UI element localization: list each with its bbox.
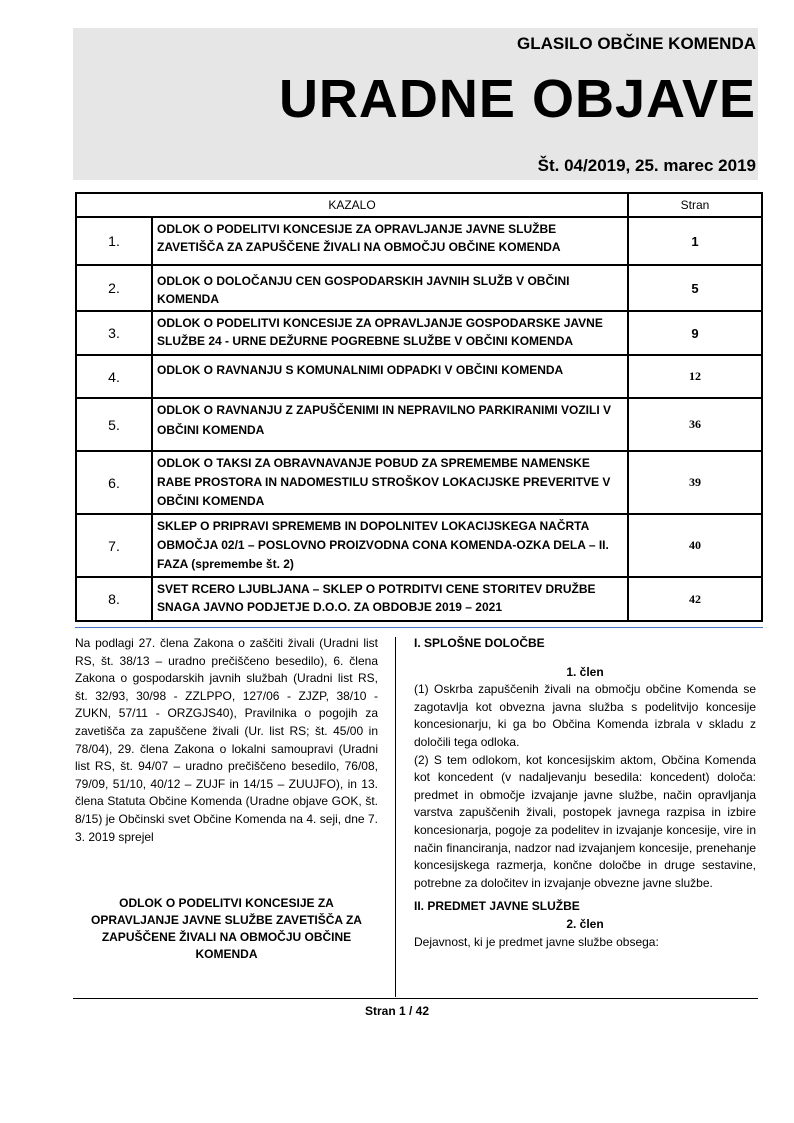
toc-row[interactable]	[76, 217, 762, 265]
toc-header-title: KAZALO	[76, 193, 628, 217]
toc-row-title[interactable]: ODLOK O PODELITVI KONCESIJE ZA OPRAVLJANJE JAVNE SLUŽBE ZAVETIŠČA ZA ZAPUŠČENE ŽIVALI NA OBMOČJU OBČINE KOMENDA	[152, 217, 628, 265]
preamble-text: Na podlagi 27. člena Zakona o zaščiti živali (Uradni list RS, št. 38/13 – uradno prečiščeno besedilo), 6. člena Zakona o gospodarskih javnih službah (Uradni list RS, št. 32/93, 30/98 - ZZLPPO, 127/06 - ZJZP, 38/10 - ZUKN, 57/11 - ORZGJS40), Pravilnika o pogojih za zavetišča za zapuščene živali (Ur. list RS; št. 45/00 in 78/04), 29. člena Zakona o lokalni samoupravi (Uradni list RS, št. 94/07 – uradno prečiščeno besedilo, 76/08, 79/09, 51/10, 40/12 – ZUJF in 14/15 – ZUUJFO), in 13. člena Statuta Občine Komenda (Uradne objave GOK, št. 8/15) je Občinski svet Občine Komenda na 4. seji, dne 7. 3. 2019 sprejel	[75, 636, 378, 844]
toc-row-page[interactable]: 5	[628, 265, 762, 311]
toc-header-row	[76, 193, 762, 217]
toc-row-title[interactable]: ODLOK O DOLOČANJU CEN GOSPODARSKIH JAVNIH SLUŽB V OBČINI KOMENDA	[152, 265, 628, 311]
toc-row-number: 4.	[76, 355, 152, 398]
toc-header-page: Stran	[628, 193, 762, 217]
toc-row-page[interactable]: 39	[628, 451, 762, 514]
toc-row[interactable]	[76, 577, 762, 621]
article-1-paragraph-1: (1) Oskrba zapuščenih živali na območju občine Komenda se zagotavlja kot obvezna javna služba s podelitvijo koncesije koncesionarju, ki ga bo Občina Komenda izbrala v skladu z določili tega odloka.	[414, 682, 756, 749]
toc-row-page[interactable]: 40	[628, 514, 762, 577]
toc-row-title[interactable]: ODLOK O RAVNANJU S KOMUNALNIMI ODPADKI V OBČINI KOMENDA	[152, 355, 628, 398]
toc-row-number: 8.	[76, 577, 152, 621]
toc-row-number: 5.	[76, 398, 152, 451]
left-column	[75, 635, 378, 963]
article-1-paragraph-2: (2) S tem odlokom, kot koncesijskim aktom, Občina Komenda kot koncedent (v nadaljevanju besedila: koncedent) določa: predmet in območje izvajanje javne službe, način opravljanja varstva zapuščenih živali, postopek javnega razpisa in izbire koncesionarja, pogoje za podelitev in izvajanje koncesije, vire in način financiranja, nadzor nad izvajanjem koncesije, prenehanje koncesijskega razmerja, končne določbe in druge sestavine, potrebne za določitev in izvajanje obvezne javne službe.	[414, 752, 756, 890]
toc-row-number: 7.	[76, 514, 152, 577]
toc-row-page[interactable]: 42	[628, 577, 762, 621]
section-heading-subject: II. PREDMET JAVNE SLUŽBE	[414, 899, 580, 914]
article-2-paragraph-1: Dejavnost, ki je predmet javne službe obsega:	[414, 934, 659, 949]
column-divider	[395, 637, 396, 997]
toc-row-title[interactable]: ODLOK O RAVNANJU Z ZAPUŠČENIMI IN NEPRAVILNO PARKIRANIMI VOZILI V OBČINI KOMENDA	[152, 398, 628, 451]
toc-row-number: 2.	[76, 265, 152, 311]
toc-row[interactable]	[76, 398, 762, 451]
article-heading-1: 1. člen	[566, 664, 604, 679]
section-heading-general: I. SPLOŠNE DOLOČBE	[414, 636, 545, 650]
toc-row-title[interactable]: ODLOK O TAKSI ZA OBRAVNAVANJE POBUD ZA SPREMEMBE NAMENSKE RABE PROSTORA IN NADOMESTILU STROŠKOV LOKACIJSKE PREVERITVE V OBČINI KOMENDA	[152, 451, 628, 514]
article-heading-2: 2. člen	[566, 916, 604, 931]
toc-row-title[interactable]: SVET RCERO LJUBLJANA – SKLEP O POTRDITVI CENE STORITEV DRUŽBE SNAGA JAVNO PODJETJE D.O.O. ZA OBDOBJE 2019 – 2021	[152, 577, 628, 621]
page-number: Stran 1 / 42	[364, 1004, 430, 1018]
toc-row-number: 3.	[76, 311, 152, 355]
toc-row-number: 6.	[76, 451, 152, 514]
toc-row-page[interactable]: 9	[628, 311, 762, 355]
toc-row-number: 1.	[76, 217, 152, 265]
toc-row[interactable]	[76, 311, 762, 355]
toc-row-page[interactable]: 12	[628, 355, 762, 398]
toc-row-title[interactable]: ODLOK O PODELITVI KONCESIJE ZA OPRAVLJANJE GOSPODARSKE JAVNE SLUŽBE 24 - URNE DEŽURNE POGREBNE SLUŽBE V OBČINI KOMENDA	[152, 311, 628, 355]
toc-row[interactable]	[76, 514, 762, 577]
decree-title: ODLOK O PODELITVI KONCESIJE ZA OPRAVLJANJE JAVNE SLUŽBE ZAVETIŠČA ZA ZAPUŠČENE ŽIVALI NA OBMOČJU OBČINE KOMENDA	[91, 896, 362, 962]
publication-title: URADNE OBJAVE	[278, 69, 756, 129]
issue-date: Št. 04/2019, 25. marec 2019	[537, 156, 756, 175]
toc-row[interactable]	[76, 355, 762, 398]
toc-row[interactable]	[76, 265, 762, 311]
toc-row[interactable]	[76, 451, 762, 514]
toc-row-title[interactable]: SKLEP O PRIPRAVI SPREMEMB IN DOPOLNITEV LOKACIJSKEGA NAČRTA OBMOČJA 02/1 – POSLOVNO PROIZVODNA CONA KOMENDA-OZKA DELA – II. FAZA (spremembe št. 2)	[152, 514, 628, 577]
masthead	[73, 28, 758, 180]
table-of-contents	[75, 192, 763, 622]
publication-subtitle: GLASILO OBČINE KOMENDA	[517, 34, 756, 53]
section-divider	[75, 627, 763, 628]
right-column	[414, 635, 756, 951]
toc-row-page[interactable]: 1	[628, 217, 762, 265]
toc-row-page[interactable]: 36	[628, 398, 762, 451]
footer-rule	[73, 998, 758, 999]
